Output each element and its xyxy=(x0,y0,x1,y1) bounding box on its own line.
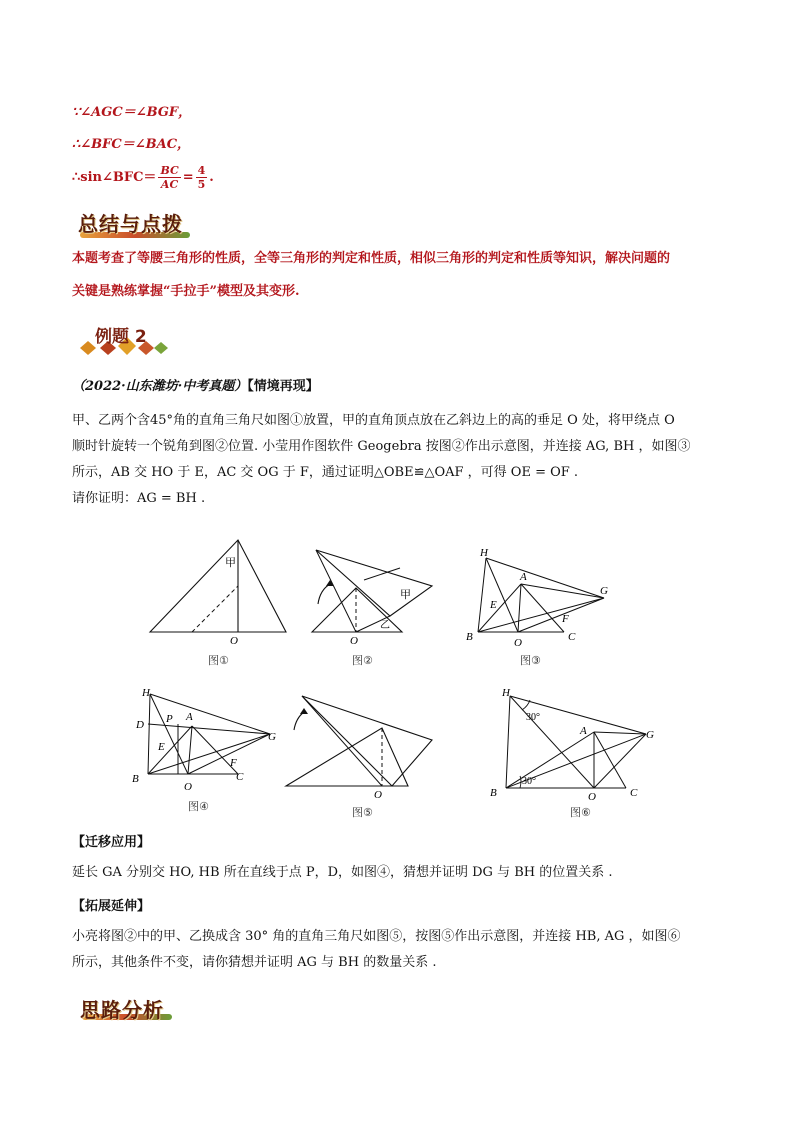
summary-text-2: 关键是熟练掌握“手拉手”模型及其变形. xyxy=(72,284,300,299)
frac1-numerator: BC xyxy=(160,164,179,177)
fig4-label-a: A xyxy=(186,711,193,723)
figure-4 xyxy=(128,684,280,796)
frac2-numerator: 4 xyxy=(197,164,206,177)
summary-text-1: 本题考查了等腰三角形的性质，全等三角形的判定和性质，相似三角形的判定和性质等知识，解决问题的 xyxy=(72,251,671,266)
fig4-label-b: B xyxy=(132,773,139,785)
fig6-label-h: H xyxy=(502,687,510,699)
figure-1 xyxy=(148,536,288,646)
fig5-label-o: O xyxy=(374,789,382,800)
fig3-label-e: E xyxy=(490,599,497,611)
fig6-caption: 图⑥ xyxy=(570,806,591,819)
fig2-label-o: O xyxy=(350,635,358,647)
fig6-label-b: B xyxy=(490,787,497,799)
frac2-denominator: 5 xyxy=(197,178,206,191)
summary-banner: 总结与点拨 xyxy=(78,212,183,236)
figure-6 xyxy=(486,684,660,802)
proof-line3-suffix: . xyxy=(209,170,214,185)
fig4-label-g: G xyxy=(268,731,276,743)
fraction-bc-ac xyxy=(158,164,180,191)
frac1-denominator: AC xyxy=(160,178,179,191)
proof-line-1: ∵∠AGC＝∠BGF， xyxy=(72,105,192,120)
figure-3 xyxy=(462,540,612,650)
proof-line3-prefix: ∴sin∠BFC＝ xyxy=(72,170,157,185)
fig4-caption: 图④ xyxy=(188,800,209,813)
para1-line-2: 顺时针旋转一个锐角到图②位置. 小莹用作图软件 Geogebra 按图②作出示意图，并连接 AG, BH ，如图③ xyxy=(72,439,691,454)
fig4-label-d: D xyxy=(136,719,144,731)
fig3-label-b: B xyxy=(466,631,473,643)
paragraph-2: 延长 GA 分别交 HO, HB 所在直线于点 P，D，如图④，猜想并证明 DG 与 BH 的位置关系 . xyxy=(72,865,613,880)
example-source-line xyxy=(72,378,319,396)
para3-line-2: 所示，其他条件不变，请你猜想并证明 AG 与 BH 的数量关系 . xyxy=(72,955,437,970)
example-source: （2022·山东潍坊·中考真题） xyxy=(72,379,248,394)
fig2-label-jia: 甲 xyxy=(400,589,411,601)
figure-2 xyxy=(308,546,438,648)
tag-extension: 【拓展延伸】 xyxy=(72,899,151,914)
fig6-angle-2: 30° xyxy=(522,776,536,787)
tag-migration: 【迁移应用】 xyxy=(72,835,151,850)
fig1-label-o: O xyxy=(230,635,238,646)
fig6-label-a: A xyxy=(580,725,587,737)
para1-line-4: 请你证明：AG = BH . xyxy=(72,491,206,506)
fig4-label-h: H xyxy=(142,687,150,699)
para1-line-3: 所示，AB 交 HO 于 E，AC 交 OG 于 F，通过证明△OBE≌△OAF ，可得 OE = OF . xyxy=(72,465,579,480)
fig3-label-o: O xyxy=(514,637,522,649)
paragraph-3 xyxy=(72,924,727,976)
analysis-banner: 思路分析 xyxy=(80,998,164,1022)
para3-line-1: 小亮将图②中的甲、乙换成含 30° 角的直角三角尺如图⑤，按图⑤作出示意图，并连接 HB, AG ，如图⑥ xyxy=(72,929,681,944)
equals-sign: = xyxy=(182,170,194,185)
fig3-label-g: G xyxy=(600,585,608,597)
para1-line-1: 甲、乙两个含45°角的直角三角尺如图①放置，甲的直角顶点放在乙斜边上的高的垂足 O 处，将甲绕点 O xyxy=(72,413,675,428)
fig4-label-f: F xyxy=(230,757,237,769)
fig5-caption: 图⑤ xyxy=(352,806,373,819)
fig1-label-jia: 甲 xyxy=(225,557,236,569)
fig3-label-a: A xyxy=(520,571,527,583)
figure-5 xyxy=(282,690,438,800)
fig1-caption: 图① xyxy=(208,654,229,667)
fig6-angle-1: 30° xyxy=(526,712,540,723)
fig6-label-g: G xyxy=(646,729,654,741)
fig3-label-h: H xyxy=(480,547,488,559)
tag-scenario: 【情境再现】 xyxy=(247,379,319,394)
example-title: 例题 2 xyxy=(95,327,147,347)
fig4-label-e: E xyxy=(158,741,165,753)
fig2-caption: 图② xyxy=(352,654,373,667)
paragraph-1 xyxy=(72,408,727,512)
proof-line-2: ∴∠BFC＝∠BAC， xyxy=(72,137,191,152)
fraction-4-5 xyxy=(196,164,208,191)
fig6-label-o: O xyxy=(588,791,596,802)
fig4-label-o: O xyxy=(184,781,192,793)
proof-line-3 xyxy=(72,164,214,192)
fig4-label-p: P xyxy=(166,713,173,725)
fig3-label-f: F xyxy=(562,613,569,625)
fig6-label-c: C xyxy=(630,787,638,799)
fig3-caption: 图③ xyxy=(520,654,541,667)
fig2-label-yi: 乙 xyxy=(380,620,390,631)
fig4-label-c: C xyxy=(236,771,244,783)
fig3-label-c: C xyxy=(568,631,576,643)
